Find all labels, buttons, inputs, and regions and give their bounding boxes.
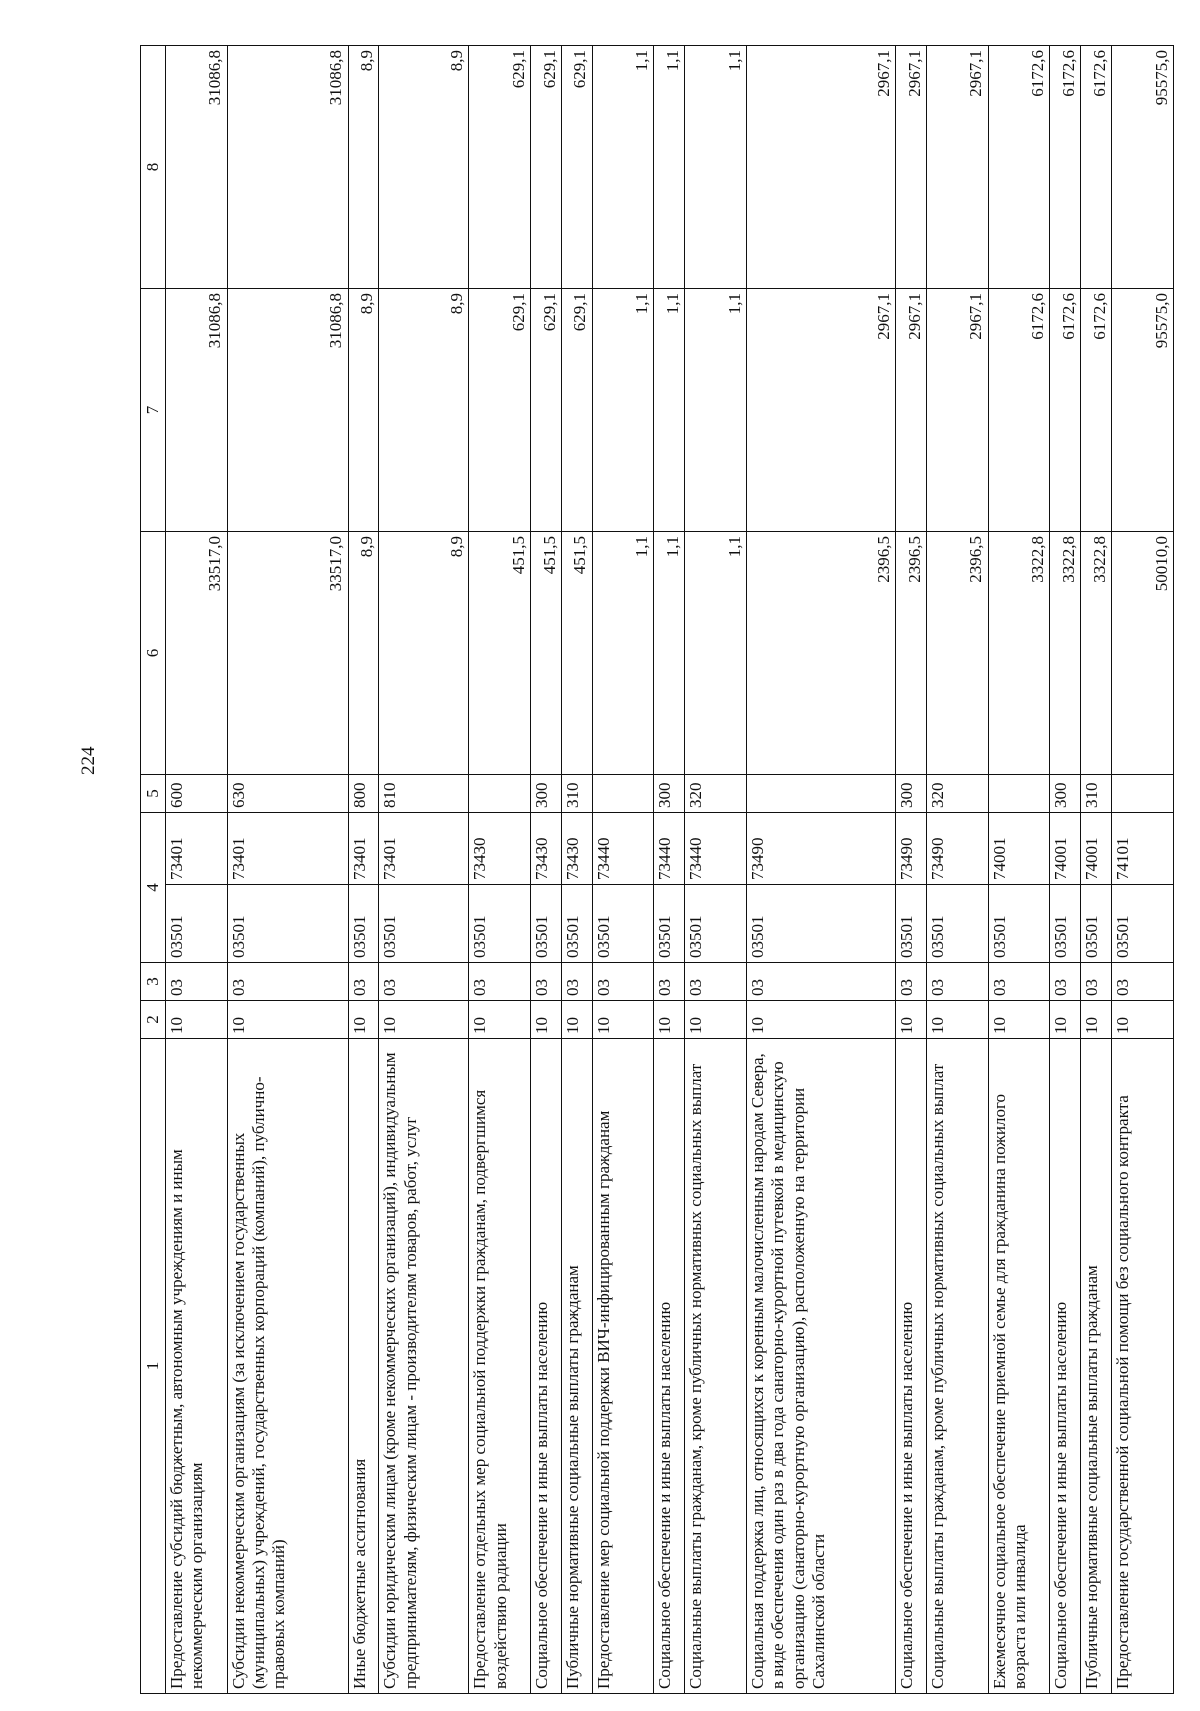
- row-value-7: 629,1: [531, 289, 562, 532]
- row-program-code: 03501: [654, 885, 685, 963]
- row-section: 10: [685, 1001, 747, 1039]
- row-value-6: 33517,0: [166, 532, 228, 775]
- row-value-6: 50010,0: [1112, 532, 1174, 775]
- row-subsection: 03: [988, 963, 1050, 1001]
- header-col-5: 5: [141, 775, 166, 813]
- row-value-6: 3322,8: [1050, 532, 1081, 775]
- row-subsection: 03: [747, 963, 896, 1001]
- row-value-7: 1,1: [592, 289, 654, 532]
- table-header-row: [141, 46, 166, 1694]
- row-value-7: 31086,8: [227, 289, 348, 532]
- row-subsection: 03: [531, 963, 562, 1001]
- row-section: 10: [927, 1001, 989, 1039]
- row-value-8: 6172,6: [1050, 46, 1081, 289]
- row-section: 10: [348, 1001, 379, 1039]
- row-value-8: 629,1: [531, 46, 562, 289]
- table-row: [561, 46, 592, 1694]
- row-value-6: 3322,8: [988, 532, 1050, 775]
- row-direction-code: 73430: [469, 813, 531, 885]
- row-name: Иные бюджетные ассигнования: [348, 1039, 379, 1694]
- row-value-7: 8,9: [348, 289, 379, 532]
- row-value-7: 1,1: [685, 289, 747, 532]
- row-value-8: 2967,1: [896, 46, 927, 289]
- row-direction-code: 73490: [747, 813, 896, 885]
- row-name: Публичные нормативные социальные выплаты гражданам: [1081, 1039, 1112, 1694]
- page-number: 224: [78, 746, 99, 775]
- row-name: Социальное обеспечение и иные выплаты населению: [654, 1039, 685, 1694]
- row-subsection: 03: [348, 963, 379, 1001]
- row-expense-type: 320: [927, 775, 989, 813]
- row-section: 10: [896, 1001, 927, 1039]
- row-expense-type: 600: [166, 775, 228, 813]
- table-row: [1050, 46, 1081, 1694]
- row-value-6: 8,9: [379, 532, 469, 775]
- row-program-code: 03501: [685, 885, 747, 963]
- row-value-6: 1,1: [592, 532, 654, 775]
- row-name: Социальное обеспечение и иные выплаты населению: [531, 1039, 562, 1694]
- row-subsection: 03: [592, 963, 654, 1001]
- header-col-2: 2: [141, 1001, 166, 1039]
- row-direction-code: 73401: [348, 813, 379, 885]
- row-section: 10: [1081, 1001, 1112, 1039]
- row-value-6: 451,5: [531, 532, 562, 775]
- row-program-code: 03501: [379, 885, 469, 963]
- row-direction-code: 73490: [927, 813, 989, 885]
- row-direction-code: 73401: [227, 813, 348, 885]
- row-program-code: 03501: [561, 885, 592, 963]
- row-value-7: 31086,8: [166, 289, 228, 532]
- row-direction-code: 74001: [1050, 813, 1081, 885]
- row-value-6: 2396,5: [747, 532, 896, 775]
- row-expense-type: 310: [561, 775, 592, 813]
- row-program-code: 03501: [896, 885, 927, 963]
- row-value-8: 6172,6: [1081, 46, 1112, 289]
- row-name: Публичные нормативные социальные выплаты гражданам: [561, 1039, 592, 1694]
- row-value-7: 2967,1: [747, 289, 896, 532]
- row-subsection: 03: [896, 963, 927, 1001]
- row-value-6: 33517,0: [227, 532, 348, 775]
- row-direction-code: 73440: [592, 813, 654, 885]
- table-row: [685, 46, 747, 1694]
- row-program-code: 03501: [1112, 885, 1174, 963]
- row-section: 10: [654, 1001, 685, 1039]
- row-value-7: 95575,0: [1112, 289, 1174, 532]
- table-row: [747, 46, 896, 1694]
- row-direction-code: 73490: [896, 813, 927, 885]
- table-row: [592, 46, 654, 1694]
- row-subsection: 03: [166, 963, 228, 1001]
- row-program-code: 03501: [166, 885, 228, 963]
- row-value-8: 8,9: [379, 46, 469, 289]
- row-program-code: 03501: [531, 885, 562, 963]
- row-program-code: 03501: [1081, 885, 1112, 963]
- row-direction-code: 73401: [166, 813, 228, 885]
- row-name: Социальные выплаты гражданам, кроме публичных нормативных социальных выплат: [927, 1039, 989, 1694]
- row-value-8: 1,1: [654, 46, 685, 289]
- row-value-6: 8,9: [348, 532, 379, 775]
- row-name: Ежемесячное социальное обеспечение приемной семье для гражданина пожилого возраста или инвалида: [988, 1039, 1050, 1694]
- row-subsection: 03: [654, 963, 685, 1001]
- row-value-8: 2967,1: [747, 46, 896, 289]
- row-expense-type: [592, 775, 654, 813]
- row-value-8: 1,1: [685, 46, 747, 289]
- row-expense-type: [988, 775, 1050, 813]
- row-subsection: 03: [1081, 963, 1112, 1001]
- row-expense-type: 810: [379, 775, 469, 813]
- row-expense-type: 800: [348, 775, 379, 813]
- row-section: 10: [227, 1001, 348, 1039]
- row-subsection: 03: [227, 963, 348, 1001]
- row-section: 10: [379, 1001, 469, 1039]
- row-program-code: 03501: [747, 885, 896, 963]
- row-section: 10: [988, 1001, 1050, 1039]
- row-name: Социальное обеспечение и иные выплаты населению: [1050, 1039, 1081, 1694]
- row-program-code: 03501: [927, 885, 989, 963]
- header-col-6: 6: [141, 532, 166, 775]
- row-name: Субсидии некоммерческим организациям (за исключением государственных (муниципальных) учреждений, государственных корпораций (компаний), публично-правовых компаний): [227, 1039, 348, 1694]
- row-name: Социальные выплаты гражданам, кроме публичных нормативных социальных выплат: [685, 1039, 747, 1694]
- table-row: [1081, 46, 1112, 1694]
- row-expense-type: 310: [1081, 775, 1112, 813]
- row-section: 10: [1050, 1001, 1081, 1039]
- row-direction-code: 73401: [379, 813, 469, 885]
- row-value-7: 2967,1: [927, 289, 989, 532]
- row-section: 10: [469, 1001, 531, 1039]
- table-row: [166, 46, 228, 1694]
- row-section: 10: [561, 1001, 592, 1039]
- row-value-7: 2967,1: [896, 289, 927, 532]
- row-program-code: 03501: [469, 885, 531, 963]
- row-direction-code: 74001: [988, 813, 1050, 885]
- row-value-6: 451,5: [469, 532, 531, 775]
- row-subsection: 03: [379, 963, 469, 1001]
- row-value-7: 629,1: [469, 289, 531, 532]
- row-expense-type: 300: [1050, 775, 1081, 813]
- row-expense-type: 300: [654, 775, 685, 813]
- table-row: [896, 46, 927, 1694]
- row-program-code: 03501: [988, 885, 1050, 963]
- row-value-6: 2396,5: [927, 532, 989, 775]
- header-col-3: 3: [141, 963, 166, 1001]
- table-row: [988, 46, 1050, 1694]
- header-col-4: 4: [141, 813, 166, 963]
- row-expense-type: 300: [531, 775, 562, 813]
- row-program-code: 03501: [1050, 885, 1081, 963]
- row-subsection: 03: [685, 963, 747, 1001]
- row-value-6: 3322,8: [1081, 532, 1112, 775]
- row-expense-type: [1112, 775, 1174, 813]
- row-value-7: 6172,6: [1050, 289, 1081, 532]
- row-section: 10: [166, 1001, 228, 1039]
- row-name: Предоставление государственной социальной помощи без социального контракта: [1112, 1039, 1174, 1694]
- row-subsection: 03: [1050, 963, 1081, 1001]
- row-direction-code: 74001: [1081, 813, 1112, 885]
- row-name: Субсидии юридическим лицам (кроме некоммерческих организаций), индивидуальным предпринимателям, физическим лицам - производителям товаров, работ, услуг: [379, 1039, 469, 1694]
- table-row: [469, 46, 531, 1694]
- row-section: 10: [531, 1001, 562, 1039]
- row-section: 10: [1112, 1001, 1174, 1039]
- row-section: 10: [592, 1001, 654, 1039]
- row-value-6: 1,1: [654, 532, 685, 775]
- row-section: 10: [747, 1001, 896, 1039]
- row-value-6: 451,5: [561, 532, 592, 775]
- table-row: [227, 46, 348, 1694]
- row-direction-code: 73440: [685, 813, 747, 885]
- row-name: Предоставление субсидий бюджетным, автономным учреждениям и иным некоммерческим организациям: [166, 1039, 228, 1694]
- row-expense-type: [469, 775, 531, 813]
- row-expense-type: 630: [227, 775, 348, 813]
- table-row: [1112, 46, 1174, 1694]
- row-direction-code: 74101: [1112, 813, 1174, 885]
- table-row: [927, 46, 989, 1694]
- row-expense-type: [747, 775, 896, 813]
- row-value-7: 6172,6: [1081, 289, 1112, 532]
- row-subsection: 03: [469, 963, 531, 1001]
- table-row: [379, 46, 469, 1694]
- row-value-8: 629,1: [469, 46, 531, 289]
- row-expense-type: 300: [896, 775, 927, 813]
- row-value-8: 31086,8: [227, 46, 348, 289]
- row-name: Социальное обеспечение и иные выплаты населению: [896, 1039, 927, 1694]
- row-direction-code: 73440: [654, 813, 685, 885]
- row-subsection: 03: [927, 963, 989, 1001]
- row-value-8: 6172,6: [988, 46, 1050, 289]
- header-col-7: 7: [141, 289, 166, 532]
- row-value-8: 1,1: [592, 46, 654, 289]
- row-value-7: 8,9: [379, 289, 469, 532]
- row-value-8: 8,9: [348, 46, 379, 289]
- row-program-code: 03501: [348, 885, 379, 963]
- row-direction-code: 73430: [531, 813, 562, 885]
- row-direction-code: 73430: [561, 813, 592, 885]
- row-name: Предоставление мер социальной поддержки ВИЧ-инфицированным гражданам: [592, 1039, 654, 1694]
- row-value-6: 2396,5: [896, 532, 927, 775]
- row-value-8: 629,1: [561, 46, 592, 289]
- header-col-1: 1: [141, 1039, 166, 1694]
- row-program-code: 03501: [592, 885, 654, 963]
- row-name: Предоставление отдельных мер социальной поддержки гражданам, подвергшимся воздействию радиации: [469, 1039, 531, 1694]
- row-value-7: 1,1: [654, 289, 685, 532]
- row-value-8: 2967,1: [927, 46, 989, 289]
- rotated-table-container: [140, 46, 1174, 1694]
- row-program-code: 03501: [227, 885, 348, 963]
- row-subsection: 03: [1112, 963, 1174, 1001]
- table-row: [654, 46, 685, 1694]
- budget-table: [140, 45, 1174, 1694]
- row-expense-type: 320: [685, 775, 747, 813]
- row-subsection: 03: [561, 963, 592, 1001]
- row-value-7: 629,1: [561, 289, 592, 532]
- row-value-7: 6172,6: [988, 289, 1050, 532]
- row-value-8: 31086,8: [166, 46, 228, 289]
- row-value-6: 1,1: [685, 532, 747, 775]
- header-col-8: 8: [141, 46, 166, 289]
- row-value-8: 95575,0: [1112, 46, 1174, 289]
- table-row: [531, 46, 562, 1694]
- table-row: [348, 46, 379, 1694]
- row-name: Социальная поддержка лиц, относящихся к коренным малочисленным народам Севера, в виде обеспечения один раз в два года санаторно-курортной путевкой в медицинскую организацию (санаторно-курортную организацию), расположенную на территории Сахалинской области: [747, 1039, 896, 1694]
